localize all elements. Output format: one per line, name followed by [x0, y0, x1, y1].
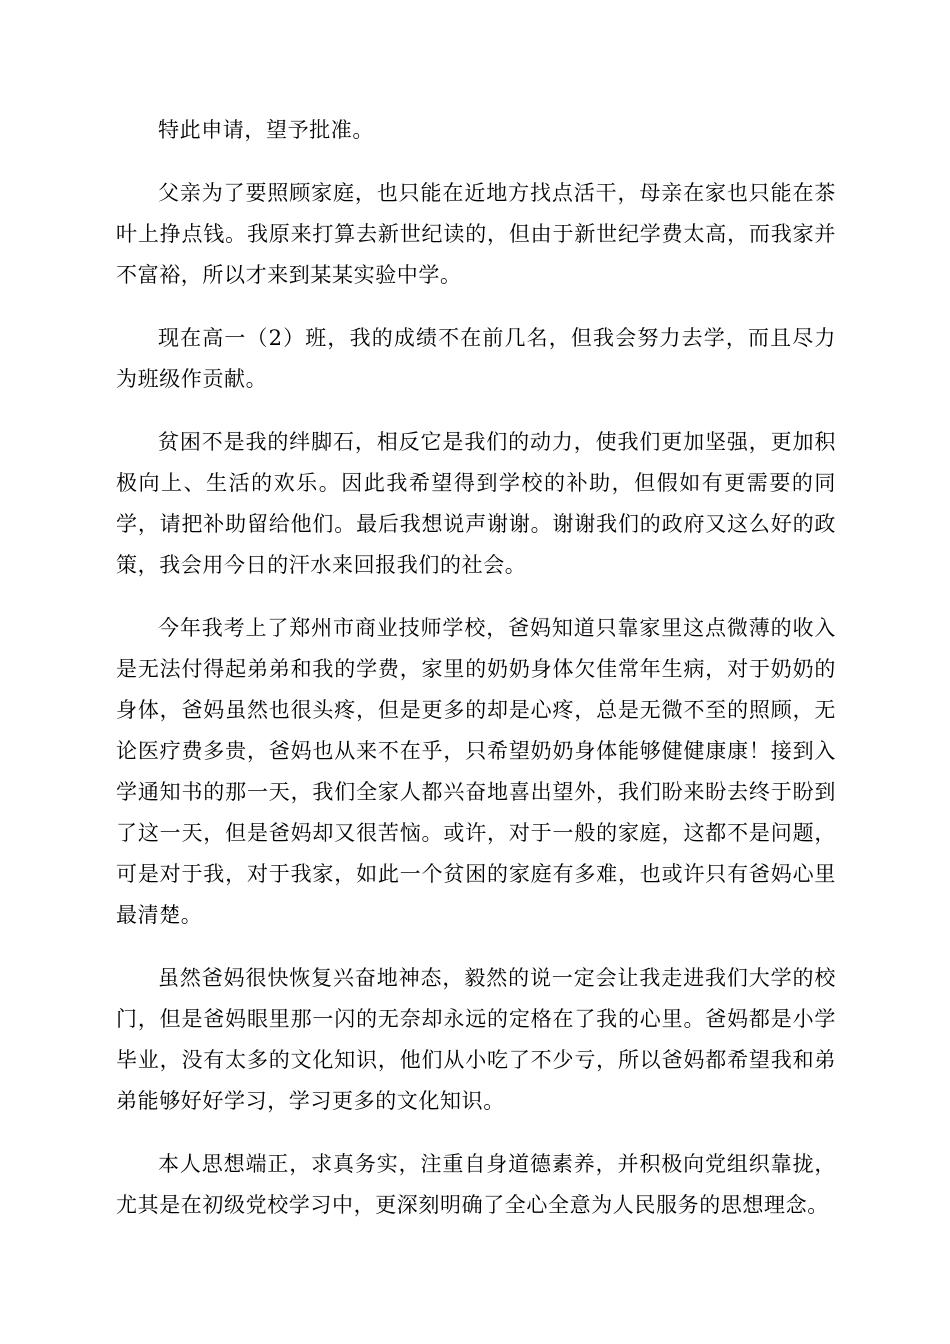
document-body	[116, 110, 836, 1248]
paragraph-current-class: 现在高一（2）班，我的成绩不在前几名，但我会努力去学，而且尽力为班级作贡献。	[116, 326, 836, 391]
paragraph-closing-request: 特此申请，望予批准。	[158, 118, 374, 142]
paragraph-parents-hope: 虽然爸妈很快恢复兴奋地神态，毅然的说一定会让我走进我们大学的校门，但是爸妈眼里那一闪的无奈却永远的定格在了我的心里。爸妈都是小学毕业，没有太多的文化知识，他们从小吃了不少亏，所以爸妈都希望我和弟弟能够好好学习，学习更多的文化知识。	[116, 966, 836, 1113]
paragraph-admission-story: 今年我考上了郑州市商业技师学校，爸妈知道只靠家里这点微薄的收入是无法付得起弟弟和我的学费，家里的奶奶身体欠佳常年生病，对于奶奶的身体，爸妈虽然也很头疼，但是更多的却是心疼，总是无微不至的照顾，无论医疗费多贵，爸妈也从来不在乎，只希望奶奶身体能够健健康康！接到入学通知书的那一天，我们全家人都兴奋地喜出望外，我们盼来盼去终于盼到了这一天，但是爸妈却又很苦恼。或许，对于一般的家庭，这都不是问题，可是对于我，对于我家，如此一个贫困的家庭有多难，也或许只有爸妈心里最清楚。	[116, 616, 836, 927]
paragraph-self-evaluation: 本人思想端正，求真务实，注重自身道德素养，并积极向党组织靠拢，尤其是在初级党校学习中，更深刻明确了全心全意为人民服务的思想理念。	[116, 1152, 836, 1217]
paragraph-family-situation: 父亲为了要照顾家庭，也只能在近地方找点活干，母亲在家也只能在茶叶上挣点钱。我原来打算去新世纪读的，但由于新世纪学费太高，而我家并不富裕，所以才来到某某实验中学。	[116, 181, 836, 287]
paragraph-poverty-motivation: 贫困不是我的绊脚石，相反它是我们的动力，使我们更加坚强，更加积极向上、生活的欢乐。因此我希望得到学校的补助，但假如有更需要的同学，请把补助留给他们。最后我想说声谢谢。谢谢我们的政府又这么好的政策，我会用今日的汗水来回报我们的社会。	[116, 430, 836, 577]
